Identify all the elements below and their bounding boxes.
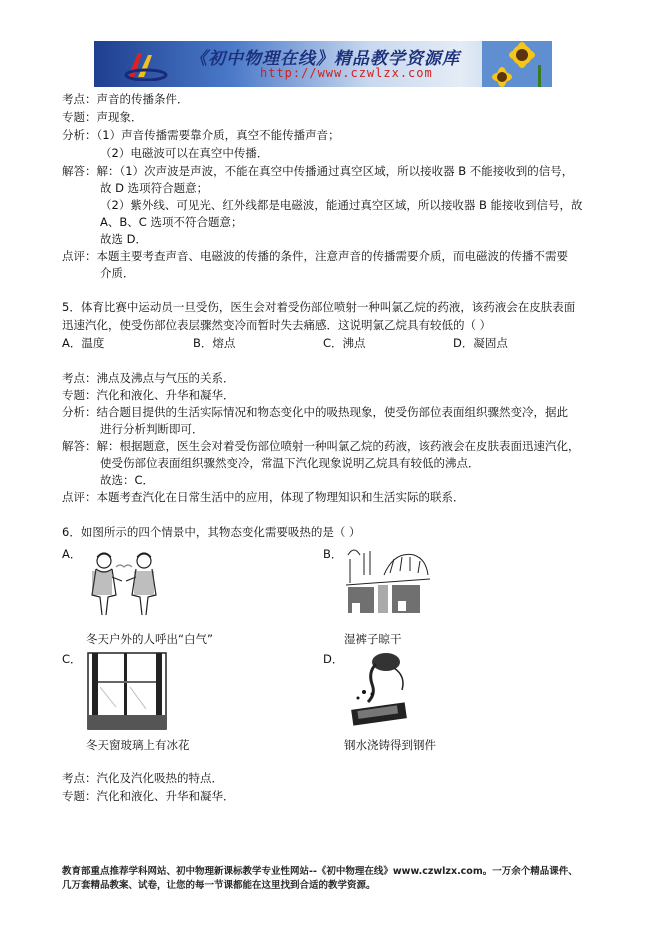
q5-option-c: C．沸点 [323,336,366,350]
q5-option-b: B．熔点 [193,336,236,350]
banner-url: http://www.czwlzx.com [260,66,433,80]
q6-label-d: D． [323,652,344,666]
q4-jieda-5: 故选 D． [100,232,148,246]
q6-kaodian: 考点：汽化及汽化吸热的特点． [62,771,223,785]
q4-dianping-1: 点评：本题主要考查声音、电磁波的传播的条件，注意声音的传播需要介质，而电磁波的传播不需要 [62,249,568,263]
q5-fenxi-2: 进行分析判断即可． [100,422,204,436]
drying-pants-image [344,545,432,625]
q6-label-c: C． [62,652,82,666]
molten-steel-pouring-image [344,650,416,730]
q5-dianping: 点评：本题考查汽化在日常生活中的应用，体现了物理知识和生活实际的联系． [62,490,465,504]
sunflower-image [482,41,552,87]
q6-stem: 6．如图所示的四个情景中，其物态变化需要吸热的是（ ） [62,525,361,539]
q4-zhuanti: 专题：声现象． [62,110,143,124]
q6-caption-c: 冬天窗玻璃上有冰花 [86,738,190,752]
q4-jieda-4: A、B、C 选项不符合题意； [100,215,243,229]
site-logo-icon [124,47,168,81]
banner-title: 《初中物理在线》精品教学资源库 [190,49,460,69]
footer-line-2: 几万套精品教案、试卷，让您的每一节课都能在这里找到合适的教学资源。 [62,880,376,891]
q6-zhuanti: 专题：汽化和液化、升华和凝华． [62,789,235,803]
q6-caption-a: 冬天户外的人呼出“白气” [86,632,213,646]
q5-stem-1: 5．体育比赛中运动员一旦受伤，医生会对着受伤部位喷射一种叫氯乙烷的药液，该药液会在皮肤表面 [62,300,576,314]
header-banner [94,41,552,87]
frosted-window-image [86,651,168,731]
q6-caption-b: 湿裤子晾干 [344,632,402,646]
q4-jieda-1: 解答：解：（1）次声波是声波，不能在真空中传播通过真空区域，所以接收器 B 不能接收到的信号， [62,164,574,178]
q5-fenxi-1: 分析：结合题目提供的生活实际情况和物态变化中的吸热现象，使受伤部位表面组织骤然变冷，据此 [62,405,568,419]
q5-jieda-1: 解答：解：根据题意，医生会对着受伤部位喷射一种叫氯乙烷的药液，该药液会在皮肤表面迅速汽化， [62,439,580,453]
footer-line-1: 教育部重点推荐学科网站、初中物理新课标教学专业性网站--《初中物理在线》www.czwlzx.com。一万余个精品课件、 [62,866,578,877]
q4-jieda-2: 故 D 选项符合题意； [100,181,209,195]
q4-dianping-2: 介质． [100,266,135,280]
q4-fenxi-1: 分析：（1）声音传播需要靠介质，真空不能传播声音； [62,128,340,142]
q6-caption-d: 钢水浇铸得到钢件 [344,738,436,752]
q5-option-d: D．凝固点 [453,336,508,350]
q4-jieda-3: （2）紫外线、可见光、红外线都是电磁波，能通过真空区域，所以接收器 B 能接收到信号，故 [100,198,583,212]
q4-fenxi-2: （2）电磁波可以在真空中传播． [100,146,269,160]
people-breathing-image [86,547,162,623]
q4-kaodian: 考点：声音的传播条件． [62,92,189,106]
q5-zhuanti: 专题：汽化和液化、升华和凝华． [62,388,235,402]
q6-label-a: A． [62,547,82,561]
q5-jieda-3: 故选：C． [100,473,155,487]
q5-stem-2: 迅速汽化，使受伤部位表层骤然变冷而暂时失去痛感．这说明氯乙烷具有较低的（ ） [62,318,492,332]
q6-label-b: B． [323,547,343,561]
q5-option-a: A．温度 [62,336,105,350]
q5-jieda-2: 使受伤部位表面组织骤然变冷，常温下汽化现象说明乙烷具有较低的沸点． [100,456,480,470]
q5-kaodian: 考点：沸点及沸点与气压的关系． [62,371,235,385]
